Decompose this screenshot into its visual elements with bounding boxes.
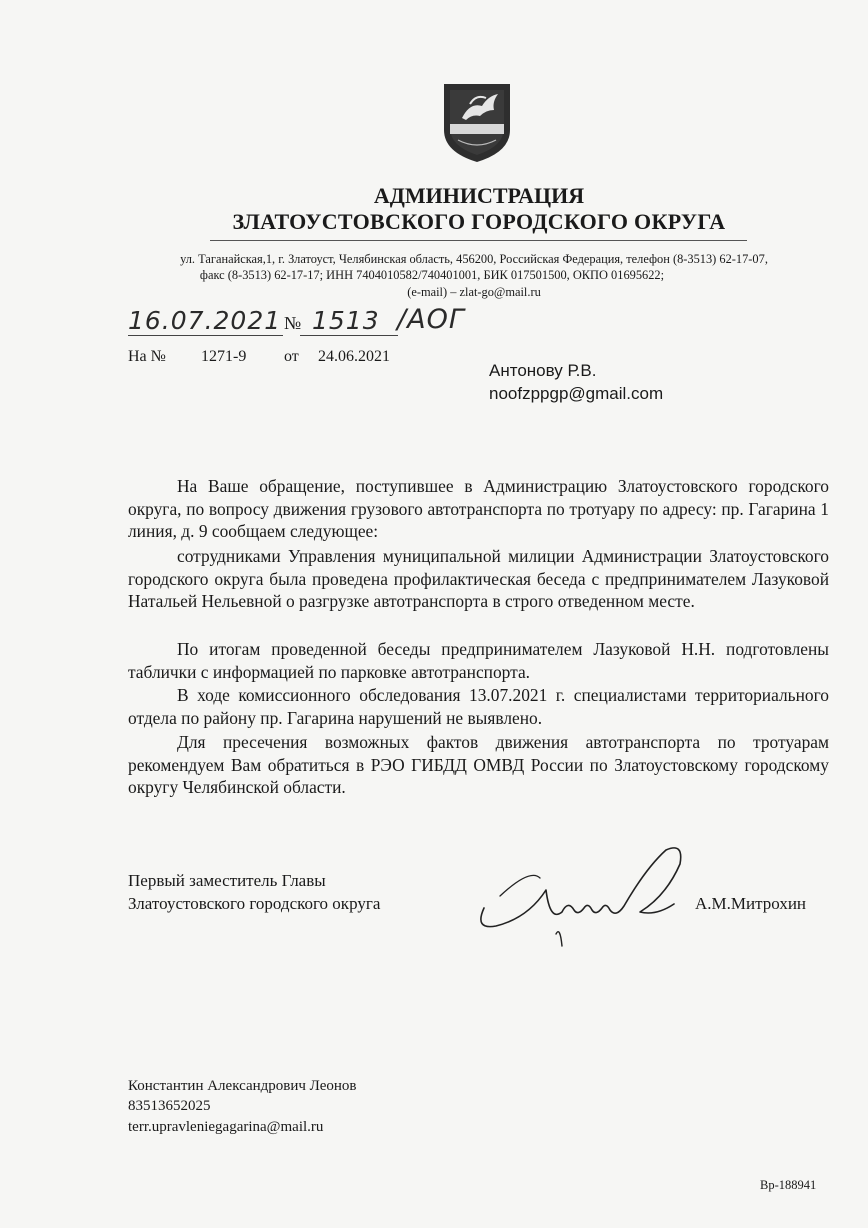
- executor-phone: 83513652025: [128, 1098, 211, 1114]
- reference-number: 1271-9: [201, 348, 247, 365]
- signer-position: Первый заместитель Главы: [128, 871, 326, 890]
- body-paragraph: Для пресечения возможных фактов движения автотранспорта по тротуарам рекомендуем Вам обратиться в РЭО ГИБДД ОМВД России по Златоустовскому городскому округу Челябинской области.: [128, 732, 829, 797]
- executor-name: Константин Александрович Леонов: [128, 1078, 357, 1094]
- body-paragraph: В ходе комиссионного обследования 13.07.2021 г. специалистами территориального отдела по району пр. Гагарина нарушений не выявлено.: [128, 685, 829, 728]
- document-code: Вр-188941: [760, 1178, 817, 1192]
- handwritten-signature-icon: [470, 838, 690, 958]
- body-paragraph: По итогам проведенной беседы предпринимателем Лазуковой Н.Н. подготовлены таблички с информацией по парковке автотранспорта.: [128, 639, 829, 682]
- executor-email: terr.upravleniegagarina@mail.ru: [128, 1119, 324, 1135]
- org-title-line2: ЗЛАТОУСТОВСКОГО ГОРОДСКОГО ОКРУГА: [232, 209, 726, 234]
- org-title-line1: АДМИНИСТРАЦИЯ: [373, 183, 585, 208]
- signer-position: Златоустовского городского округа: [128, 894, 381, 913]
- number-sign: №: [284, 313, 302, 333]
- outgoing-number: 1513: [312, 306, 380, 335]
- reference-date: 24.06.2021: [318, 348, 390, 365]
- recipient-email: noofzppgp@gmail.com: [489, 384, 664, 403]
- address-line: (e-mail) – zlat-go@mail.ru: [407, 285, 541, 299]
- coat-of-arms-icon: [440, 80, 514, 164]
- reference-from-label: от: [284, 348, 299, 365]
- header-divider: [210, 240, 747, 241]
- address-line: ул. Таганайская,1, г. Златоуст, Челябинская область, 456200, Российская Федерация, телефон (8-3513) 62-17-07,: [180, 252, 768, 266]
- recipient-name: Антонову Р.В.: [489, 361, 597, 380]
- number-underline: [300, 335, 398, 336]
- reference-label: На №: [128, 348, 166, 365]
- body-paragraph: На Ваше обращение, поступившее в Администрацию Златоустовского городского округа, по вопросу движения грузового автотранспорта по тротуару по адресу: пр. Гагарина 1 линия, д. 9 сообщаем следующее:: [128, 476, 829, 541]
- outgoing-date: 16.07.2021: [128, 306, 282, 335]
- date-underline: [128, 335, 283, 336]
- signer-name: А.М.Митрохин: [695, 894, 807, 913]
- body-paragraph: сотрудниками Управления муниципальной милиции Администрации Златоустовского городского округа была проведена профилактическая беседа с предпринимателем Лазуковой Натальей Нельевной о разгрузке автотранспорта в строго отведенном месте.: [128, 546, 829, 611]
- outgoing-suffix: /АОГ: [397, 304, 465, 335]
- address-line: факс (8-3513) 62-17-17; ИНН 7404010582/740401001, БИК 017501500, ОКПО 01695622;: [199, 268, 665, 282]
